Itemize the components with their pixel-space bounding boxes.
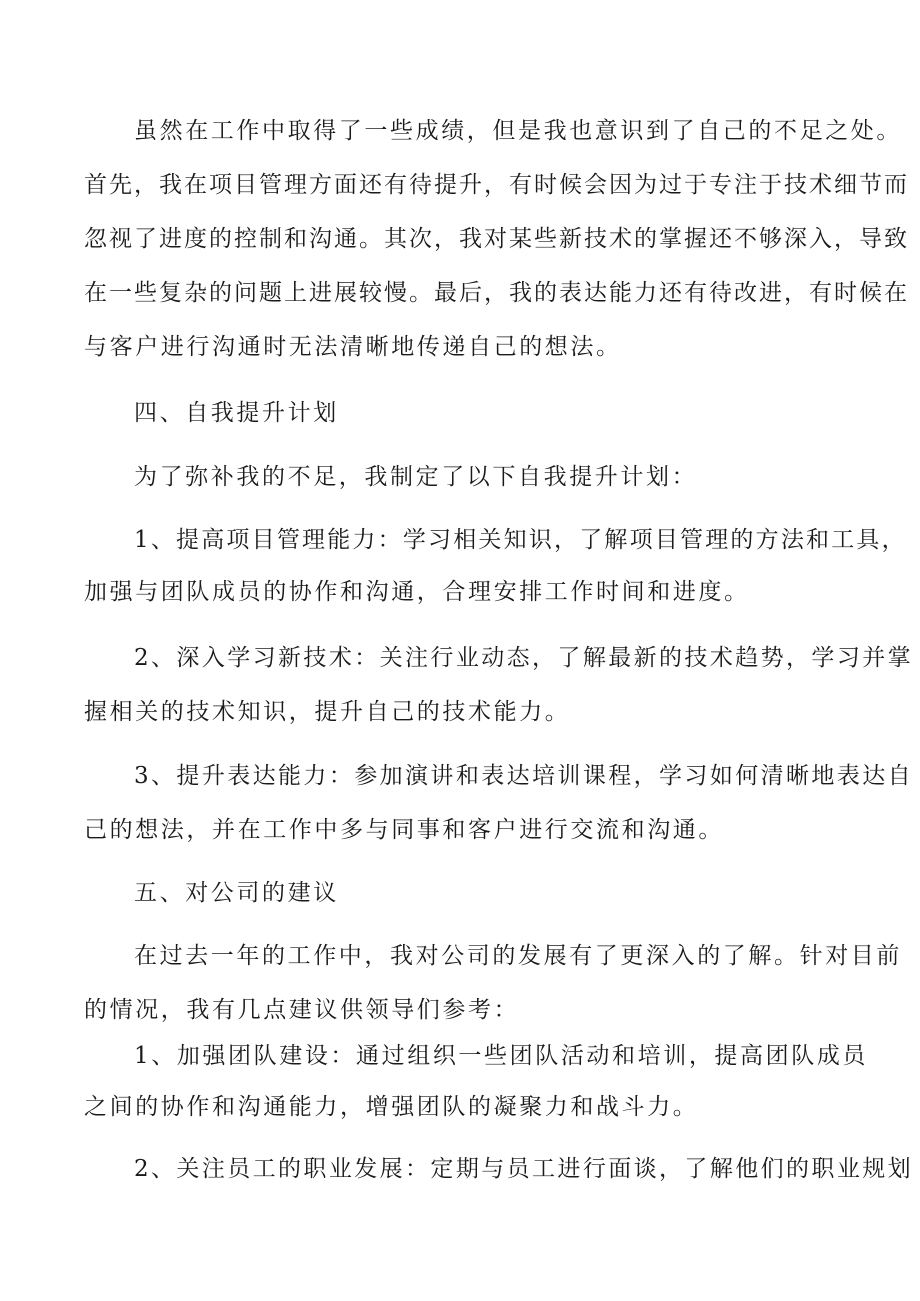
- paragraph-line: 在一些复杂的问题上进展较慢。最后，我的表达能力还有待改进，有时候在: [84, 280, 909, 306]
- paragraph-line: 的情况，我有几点建议供领导们参考：: [84, 997, 520, 1023]
- list-item-line: 2、关注员工的职业发展：定期与员工进行面谈，了解他们的职业规划: [134, 1156, 914, 1182]
- section-heading-company-suggestions: 五、对公司的建议: [134, 880, 339, 906]
- section-heading-self-improvement: 四、自我提升计划: [134, 400, 339, 426]
- paragraph-line: 在过去一年的工作中，我对公司的发展有了更深入的了解。针对目前: [134, 943, 902, 969]
- list-item-line: 1、加强团队建设：通过组织一些团队活动和培训，提高团队成员: [134, 1043, 869, 1069]
- list-item-line: 握相关的技术知识，提升自己的技术能力。: [84, 699, 571, 725]
- list-item-line: 1、提高项目管理能力：学习相关知识，了解项目管理的方法和工具，: [134, 527, 907, 553]
- paragraph-line: 首先，我在项目管理方面还有待提升，有时候会因为过于专注于技术细节而: [84, 172, 909, 198]
- paragraph-line: 虽然在工作中取得了一些成绩，但是我也意识到了自己的不足之处。: [134, 118, 902, 144]
- paragraph-line: 为了弥补我的不足，我制定了以下自我提升计划：: [134, 464, 698, 490]
- list-item-line: 加强与团队成员的协作和沟通，合理安排工作时间和进度。: [84, 579, 750, 605]
- list-item-line: 之间的协作和沟通能力，增强团队的凝聚力和战斗力。: [84, 1094, 699, 1120]
- paragraph-line: 忽视了进度的控制和沟通。其次，我对某些新技术的掌握还不够深入，导致: [84, 226, 909, 252]
- list-item-line: 2、深入学习新技术：关注行业动态，了解最新的技术趋势，学习并掌: [134, 645, 914, 671]
- paragraph-line: 与客户进行沟通时无法清晰地传递自己的想法。: [84, 334, 622, 360]
- list-item-line: 3、提升表达能力：参加演讲和表达培训课程，学习如何清晰地表达自: [134, 763, 914, 789]
- list-item-line: 己的想法，并在工作中多与同事和客户进行交流和沟通。: [84, 817, 724, 843]
